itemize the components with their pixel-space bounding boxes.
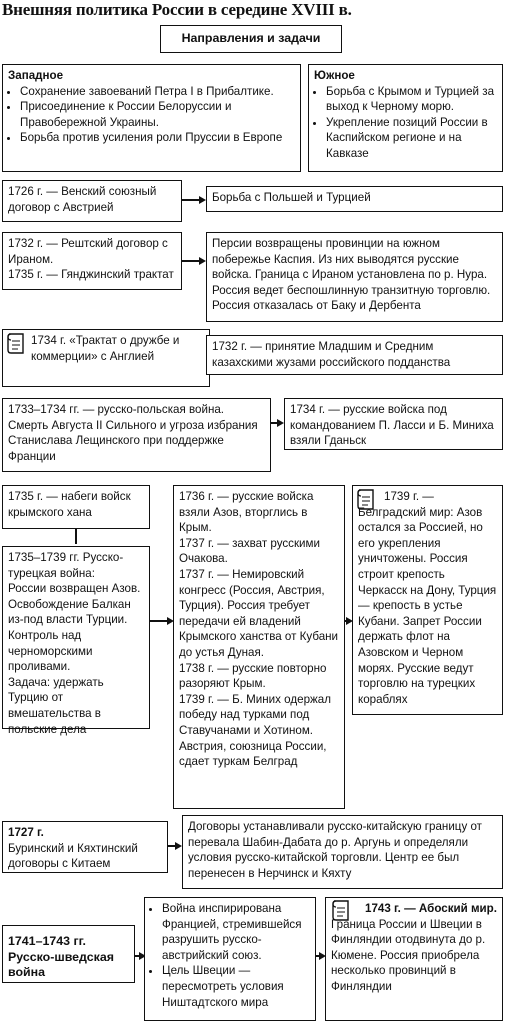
southern-task: • Борьба с Крымом и Турцией за выход к Черному морю. — [326, 84, 497, 115]
war-line: Контроль над черноморскими проливами. — [8, 628, 93, 674]
war-event: 1737 г. — Немировский конгресс (Россия, Австрия, Турция). Россия требует передачи ей владений Крымского ханства от Кубани до устья Дуная. — [179, 567, 339, 659]
england-treaty-box — [2, 329, 210, 387]
war-line: России возвращен Азов. — [8, 582, 141, 596]
ganja-treaty: 1735 г. — Гянджинский трактат — [8, 268, 174, 282]
western-direction-box — [2, 64, 301, 172]
war-event: 1736 г. — русские войска взяли Азов, вторглись в Крым. — [179, 490, 314, 535]
persia-treaties-box — [2, 232, 182, 290]
war-event: 1737 г. — захват русскими Очакова. — [179, 536, 320, 566]
war-line: Задача: удержать Турцию от вмешательства в польские дела — [8, 675, 104, 736]
directions-header: Направления и задачи — [160, 25, 342, 53]
china-treaties-text: Буринский и Кяхтинский договоры с Китаем — [8, 841, 138, 871]
swedish-war-box: 1741–1743 гг. Русско-шведская война — [2, 925, 135, 983]
western-tasks-list — [8, 84, 295, 146]
western-task: • Борьба против усиления роли Пруссии в Европе — [20, 130, 295, 146]
swedish-war-cause: • Цель Швеции — пересмотреть условия Ништадтского мира — [162, 963, 310, 1010]
war-event: 1738 г. — русские повторно разоряют Крым. — [179, 661, 327, 691]
war-event: 1739 г. — Б. Миних одержал победу над турками под Ставучанами и Хотином. — [179, 692, 331, 737]
war-events-box — [173, 485, 345, 809]
swedish-war-causes-box — [144, 897, 316, 1021]
kazakh-subjection-box: 1732 г. — принятие Младшим и Средним казахскими жузами российского подданства — [206, 335, 503, 375]
resht-treaty: 1732 г. — Рештский договор с Ираном. — [8, 237, 168, 266]
swedish-war-cause: • Война инспирирована Францией, стремившейся разрушить русско-австрийский союз. — [162, 901, 310, 963]
southern-direction-box — [308, 64, 503, 172]
war-event: Австрия, союзница России, сдает туркам Белград — [179, 739, 327, 769]
southern-task: • Укрепление позиций России в Каспийском регионе и на Кавказе — [326, 115, 497, 162]
china-result-box: Договоры устанавливали русско-китайскую границу от перевала Шабин-Дабата до р. Аргунь и определяли условия русско-китайской торговли. Центр ее был перенесен в Нерчинск и Кяхту — [182, 815, 503, 889]
scroll-icon — [330, 898, 352, 924]
gdansk-capture-box: 1734 г. — русские войска под командованием П. Ласси и Б. Миниха взяли Гданьск — [284, 398, 503, 450]
arrow-head — [199, 257, 206, 265]
abo-peace-text: Граница России и Швеции в Финляндии отодвинута до р. Кюмене. Россия приобрела несколько провинций в Финляндии — [331, 917, 486, 993]
connector-line — [75, 529, 77, 544]
arrow-head — [175, 842, 182, 850]
southern-tasks-list — [314, 84, 497, 162]
china-year: 1727 г. — [8, 826, 44, 839]
persia-result-box: Персии возвращены провинции на южном побережье Каспия. Из них выводятся русские войска. Граница с Ираном установлена по р. Нура. Россия ведет беспошлинную транзитную торговлю. Россия отказалась от Баку и Дербента — [206, 232, 503, 322]
page-title: Внешняя политика России в середине XVIII в. — [2, 0, 352, 19]
belgrade-peace-text: 1739 г. — Белградский мир: Азов остался за Россией, но его укрепления уничтожены. Россия строит крепость Черкасск на Дону, Турция — крепость в устье Кубани. Запрет России держать флот на Азовском и Черном морях. Русские ведут торговлю на турецких кораблях — [358, 490, 497, 706]
southern-heading: Южное — [314, 69, 355, 82]
scroll-icon — [5, 331, 27, 357]
arrow-head — [199, 196, 206, 204]
swedish-war-causes-list — [150, 901, 310, 1010]
war-title: 1735–1739 гг. Русско-турецкая война: — [8, 551, 124, 580]
western-task: • Присоединение к России Белоруссии и Правобережной Украины. — [20, 99, 295, 130]
war-line: Освобождение Балкан из-под власти Турции. — [8, 597, 131, 627]
china-treaties-box — [2, 821, 168, 873]
vienna-treaty-box: 1726 г. — Венский союзный договор с Австрией — [2, 180, 182, 222]
western-task: • Сохранение завоеваний Петра I в Прибалтике. — [20, 84, 295, 100]
vienna-result-box: Борьба с Польшей и Турцией — [206, 186, 503, 212]
scroll-icon — [355, 487, 377, 513]
england-treaty-text: 1734 г. «Трактат о дружбе и коммерции» с Англией — [31, 334, 180, 363]
western-heading: Западное — [8, 69, 64, 82]
arrow-head — [277, 419, 284, 427]
crimean-raids-box: 1735 г. — набеги войск крымского хана — [2, 485, 150, 529]
russo-turkish-war-box — [2, 546, 150, 736]
abo-peace-title: 1743 г. — Абоский мир. — [365, 902, 497, 915]
belgrade-peace-box — [352, 485, 503, 715]
polish-war-box: 1733–1734 гг. — русско-польская война. Смерть Августа II Сильного и угроза избрания Станислава Лещинского при поддержке Франции — [2, 398, 271, 472]
